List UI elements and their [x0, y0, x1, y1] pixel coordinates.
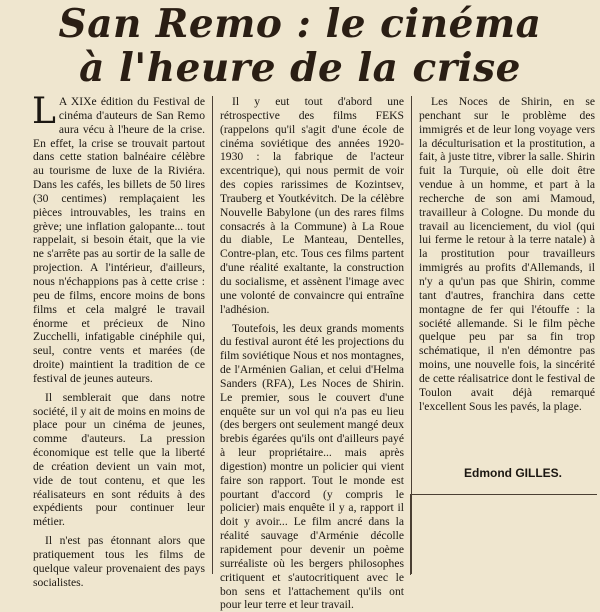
paragraph: Toutefois, les deux grands moments du festival auront été les projections du film soviétique Nous et nos montagnes, de l'Arménien Galian, et celui d'Helma Sanders (RFA), Les Noces de Shirin. Le premier, sous le couvert d'une enquête sur un vol qui n'a pas eu lieu (des bergers ont seulement mangé deux brebis égarées qu'ils ont d'ailleurs payé à leur propriétaire... mais après digestion) montre un policier qui vient faire son rapport. Tout le monde est pourtant d'accord (y compris le policier) mais enquête il y a, rapport il doit y avoir... Le film ancré dans la réalité sauvage d'Arménie décolle rapidement pour devenir un poème surréaliste où les bergers philosophes critiquent et s'autocritiquent avec le bon sens et l'attachement qu'ils ont pour leur terre et leur travail.	[220, 322, 404, 612]
paragraph: Il n'est pas étonnant alors que pratiquement tous les films de quelque valeur provenaient des pays socialistes.	[33, 534, 205, 589]
paragraph: L A XIXe édition du Festival de cinéma d'auteurs de San Remo aura vécu à l'heure de la crise. En effet, la crise se trouvait partout dans cette station balnéaire célèbre au tourisme de luxe de la Riviéra. Dans les cafés, les billets de 50 lires (30 centimes) remplaçaient les pièces introuvables, les trains en grève; une inflation galopante... tout rappelait, si besoin était, que la vie ne s'arrête pas au sortir de la salle de projection. A l'intérieur, d'ailleurs, nous n'échappions pas à cette crise : peu de films, encore moins de bons films et cela malgré le travail énorme et précieux de Nino Zucchelli, infatigable cinéphile qui, seul, contre vents et marées (de droite) maintient la tradition de ce festival de jeunes auteurs.	[33, 95, 205, 386]
headline	[0, 2, 600, 90]
adjacent-frame	[410, 494, 597, 575]
headline-line-2: à l'heure de la crise	[0, 46, 600, 90]
article-column-1	[33, 95, 205, 575]
paragraph: Il y eut tout d'abord une rétrospective des films FEKS (rappelons qu'il s'agit d'une école de cinéma soviétique des années 1920-1930 : la fabrique de l'acteur excentrique), qui nous permit de voir des copies rarissimes de Kozintsev, Trauberg et Youtkévitch. De la célèbre Nouvelle Babylone (un des rares films consacrés à la Commune) à La Roue du diable, Le Manteau, Dentelles, Contre-plan, etc. Tous ces films partent d'une réalité exaltante, la construction du socialisme, et assènent l'image avec une volonté de convaincre qui entraîne l'adhésion.	[220, 95, 404, 317]
article-column-2	[220, 95, 404, 575]
headline-line-1: San Remo : le cinéma	[0, 2, 600, 46]
article-column-3	[419, 95, 595, 465]
drop-cap: L	[32, 97, 56, 127]
paragraph: Les Noces de Shirin, en se penchant sur le problème des immigrés et de leur long voyage vers la déculturisation et la prostitution, a fait, à juste titre, vibrer la salle. Shirin fuit la Turquie, où elle doit être vendue à un homme, et part à la recherche de son ami Mamoud, travailleur à Cologne. Du monde du travail au licenciement, du viol (qui lui ferme le retour à la terre natale) à la prostitution pour travailleurs immigrés au profits d'Allemands, il n'y a qu'un pas que Shirin, comme tant d'autres, franchira dans cette montagne de fer qui l'étouffe : la société allemande. Si le film pèche quelque peu par sa fin trop schématique, il n'en démontre pas moins, une nouvelle fois, la sincérité de cette réalisatrice dont le festival de Toulon avait déjà remarqué l'excellent Sous les pavés, la plage.	[419, 95, 595, 413]
column-divider	[212, 96, 213, 574]
paragraph: Il semblerait que dans notre société, il y ait de moins en moins de place pour un cinéma de jeunes, comme d'auteurs. La pression économique est telle que la liberté de création devient un vain mot, vide de tout contenu, et que les réalisateurs en sont réduits à des expédients pour continuer leur métier.	[33, 391, 205, 529]
author-signature: Edmond GILLES.	[464, 466, 562, 480]
